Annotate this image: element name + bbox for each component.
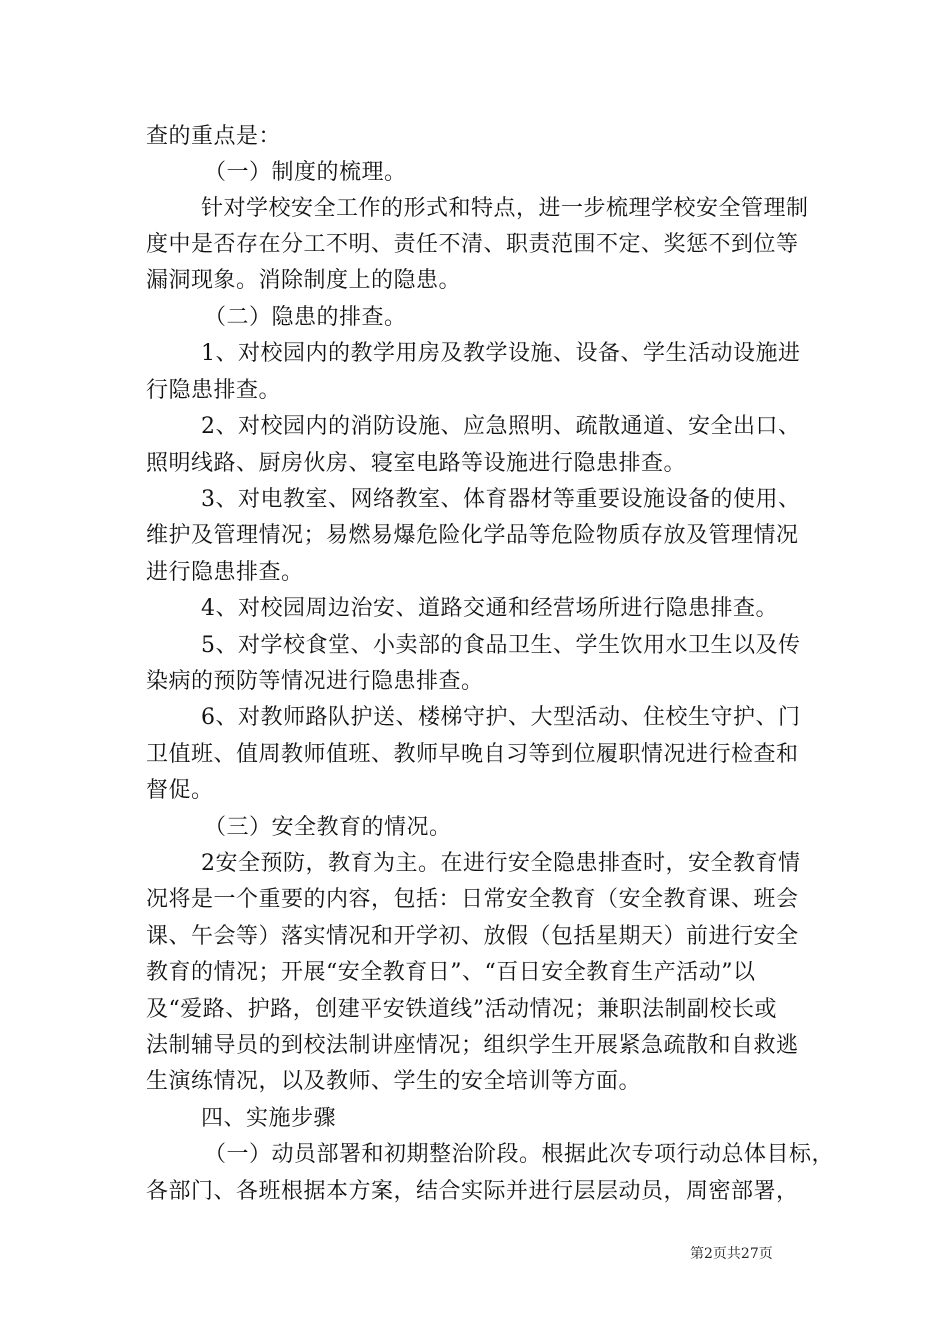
text-line: 督促。 — [146, 778, 214, 803]
text-line: 照明线路、厨房伙房、寝室电路等设施进行隐患排查。 — [146, 451, 687, 476]
text-line: 教育的情况；开展“安全教育日”、“百日安全教育生产活动”以 — [146, 960, 756, 985]
text-line: 1、对校园内的教学用房及教学设施、设备、学生活动设施进 — [201, 341, 801, 366]
text-line: 卫值班、值周教师值班、教师早晚自习等到位履职情况进行检查和 — [146, 742, 799, 767]
text-line: （一）动员部署和初期整治阶段。根据此次专项行动总体目标， — [204, 1142, 835, 1167]
text-line: 行隐患排查。 — [146, 378, 282, 403]
section-heading: 四、实施步骤 — [201, 1106, 337, 1131]
text-line: 3、对电教室、网络教室、体育器材等重要设施设备的使用、 — [201, 487, 801, 512]
text-line: 查的重点是： — [146, 124, 282, 149]
section-heading: （二）隐患的排查。 — [204, 305, 407, 330]
text-line: 各部门、各班根据本方案，结合实际并进行层层动员，周密部署， — [146, 1179, 799, 1204]
text-line: 5、对学校食堂、小卖部的食品卫生、学生饮用水卫生以及传 — [201, 633, 801, 658]
text-line: 6、对教师路队护送、楼梯守护、大型活动、住校生守护、门 — [201, 705, 801, 730]
text-line: 进行隐患排查。 — [146, 560, 304, 585]
section-heading: （一）制度的梳理。 — [204, 160, 407, 185]
text-line: 课、午会等）落实情况和开学初、放假（包括星期天）前进行安全 — [146, 924, 799, 949]
text-line: 漏洞现象。消除制度上的隐患。 — [146, 268, 462, 293]
page-number: 第2页共27页 — [690, 1246, 773, 1262]
text-line: 2安全预防，教育为主。在进行安全隐患排查时，安全教育情 — [201, 851, 801, 876]
text-line: 2、对校园内的消防设施、应急照明、疏散通道、安全出口、 — [201, 414, 801, 439]
section-heading: （三）安全教育的情况。 — [204, 815, 452, 840]
text-line: 法制辅导员的到校法制讲座情况；组织学生开展紧急疏散和自救逃 — [146, 1033, 799, 1058]
text-line: 维护及管理情况；易燃易爆危险化学品等危险物质存放及管理情况 — [146, 523, 799, 548]
text-line: 及“爱路、护路，创建平安铁道线”活动情况；兼职法制副校长或 — [146, 997, 777, 1022]
text-line: 4、对校园周边治安、道路交通和经营场所进行隐患排查。 — [201, 596, 778, 621]
text-line: 染病的预防等情况进行隐患排查。 — [146, 669, 484, 694]
text-line: 针对学校安全工作的形式和特点，进一步梳理学校安全管理制 — [201, 196, 809, 221]
text-line: 度中是否存在分工不明、责任不清、职责范围不定、奖惩不到位等 — [146, 232, 799, 257]
text-line: 生演练情况，以及教师、学生的安全培训等方面。 — [146, 1069, 642, 1094]
text-line: 况将是一个重要的内容，包括：日常安全教育（安全教育课、班会 — [146, 887, 799, 912]
